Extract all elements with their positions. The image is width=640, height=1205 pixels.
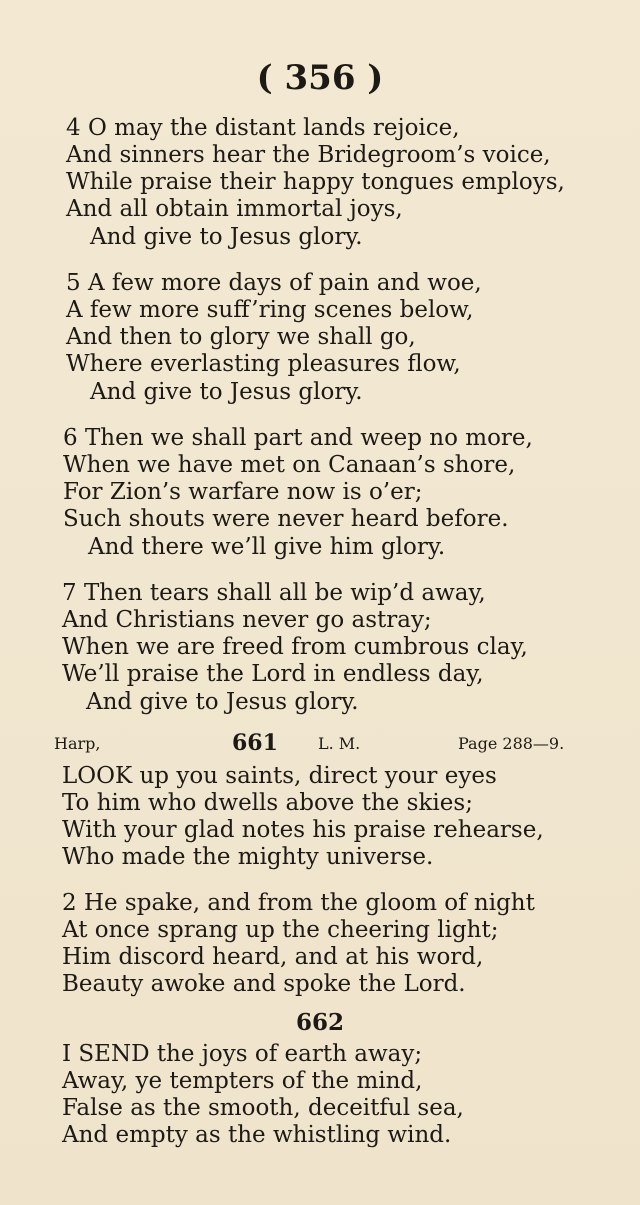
stanza-5-line-5: And give to Jesus glory. (90, 379, 363, 405)
hymn-662-s1-line-4: And empty as the whistling wind. (62, 1122, 452, 1148)
stanza-6-line-4: Such shouts were never heard before. (63, 506, 509, 532)
stanza-4-line-2: And sinners hear the Bridegroom’s voice, (66, 142, 551, 168)
hymn-661-page-ref: Page 288—9. (458, 734, 565, 753)
hymn-661-source: Harp, (54, 734, 101, 753)
stanza-5-line-3: And then to glory we shall go, (66, 324, 416, 350)
stanza-6-line-1: 6 Then we shall part and weep no more, (63, 425, 533, 451)
stanza-4-line-5: And give to Jesus glory. (90, 224, 363, 250)
hymn-661-s2-line-2: At once sprang up the cheering light; (62, 917, 499, 943)
stanza-5-line-4: Where everlasting pleasures flow, (66, 351, 461, 377)
hymn-661-s2-line-3: Him discord heard, and at his word, (62, 944, 484, 970)
hymn-661-meter: L. M. (318, 734, 361, 753)
hymn-661-s1-line-4: Who made the mighty universe. (62, 844, 434, 870)
stanza-4-line-3: While praise their happy tongues employs, (66, 169, 565, 195)
stanza-4-line-4: And all obtain immortal joys, (66, 196, 403, 222)
hymn-661-header (54, 732, 594, 758)
hymn-662-s1-line-3: False as the smooth, deceitful sea, (62, 1095, 464, 1121)
hymn-661-s1-line-1: LOOK up you saints, direct your eyes (62, 763, 497, 789)
stanza-6-line-5: And there we’ll give him glory. (88, 534, 446, 560)
page-number: ( 356 ) (256, 58, 384, 98)
stanza-4-line-1: 4 O may the distant lands rejoice, (66, 115, 460, 141)
stanza-7-line-5: And give to Jesus glory. (86, 689, 359, 715)
hymn-662-number: 662 (295, 1009, 344, 1036)
stanza-6-line-2: When we have met on Canaan’s shore, (63, 452, 516, 478)
stanza-7-line-2: And Christians never go astray; (62, 607, 432, 633)
hymn-661-number: 661 (232, 730, 278, 756)
hymn-662-s1-line-1: I SEND the joys of earth away; (62, 1041, 423, 1067)
stanza-7-line-3: When we are freed from cumbrous clay, (62, 634, 528, 660)
hymn-661-s2-line-4: Beauty awoke and spoke the Lord. (62, 971, 466, 997)
stanza-7-line-4: We’ll praise the Lord in endless day, (62, 661, 484, 687)
hymn-661-s2-line-1: 2 He spake, and from the gloom of night (62, 890, 535, 916)
stanza-6-line-3: For Zion’s warfare now is o’er; (63, 479, 423, 505)
stanza-7-line-1: 7 Then tears shall all be wip’d away, (62, 580, 486, 606)
stanza-5-line-1: 5 A few more days of pain and woe, (66, 270, 482, 296)
hymn-661-s1-line-2: To him who dwells above the skies; (62, 790, 473, 816)
hymn-662-s1-line-2: Away, ye tempters of the mind, (62, 1068, 423, 1094)
hymn-661-s1-line-3: With your glad notes his praise rehearse, (62, 817, 544, 843)
stanza-5-line-2: A few more suff’ring scenes below, (66, 297, 474, 323)
